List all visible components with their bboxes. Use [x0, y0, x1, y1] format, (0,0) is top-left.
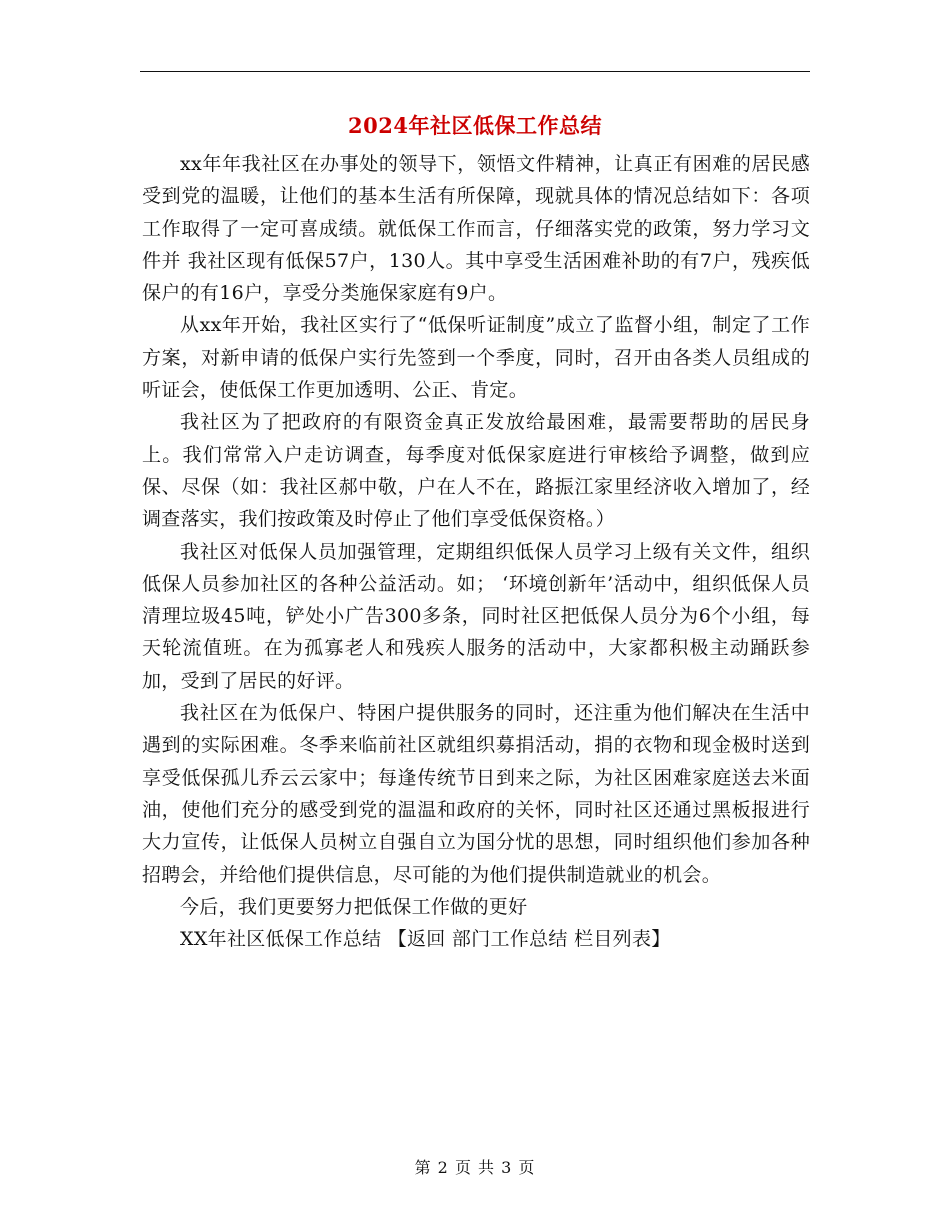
paragraph-management: 我社区对低保人员加强管理，定期组织低保人员学习上级有关文件，组织低保人员参加社区的各种公益活动。如； ‘环境创新年’活动中，组织低保人员清理垃圾45吨，铲处小广告300多条，同时社区把低保人员分为6个小组，每天轮流值班。在为孤寡老人和残疾人服务的活动中，大家都积极主动踊跃参加，受到了居民的好评。	[142, 540, 810, 692]
paragraph-fund-distribution: 我社区为了把政府的有限资金真正发放给最困难，最需要帮助的居民身上。我们常常入户走访调查，每季度对低保家庭进行审核给予调整，做到应保、尽保（如：我社区郝中敬，户在人不在，路振江家里经济收入增加了，经调查落实，我们按政策及时停止了他们享受低保资格。）	[142, 411, 810, 531]
paragraph-return-link: XX年社区低保工作总结 【返回 部门工作总结 栏目列表】	[180, 928, 671, 951]
document-title: 2024年社区低保工作总结	[348, 113, 602, 138]
header-rule	[140, 71, 810, 72]
paragraph-future: 今后，我们更要努力把低保工作做的更好	[180, 895, 528, 918]
paragraph-intro: xx年年我社区在办事处的领导下，领悟文件精神，让真正有困难的居民感受到党的温暖，让他们的基本生活有所保障，现就具体的情况总结如下：各项工作取得了一定可喜成绩。就低保工作而言，仔细落实党的政策，努力学习文件并 我社区现有低保57户，130人。其中享受生活困难补助的有7户，残疾低保户的有16户，享受分类施保家庭有9户。	[142, 153, 810, 305]
paragraph-hearing-system: 从xx年开始，我社区实行了“低保听证制度”成立了监督小组，制定了工作方案，对新申请的低保户实行先签到一个季度，同时，召开由各类人员组成的听证会，使低保工作更加透明、公正、肯定。	[142, 314, 810, 402]
page-number: 第 2 页 共 3 页	[414, 1158, 536, 1177]
paragraph-services: 我社区在为低保户、特困户提供服务的同时，还注重为他们解决在生活中遇到的实际困难。冬季来临前社区就组织募捐活动，捐的衣物和现金极时送到享受低保孤儿乔云云家中；每逢传统节日到来之际，为社区困难家庭送去米面油，使他们充分的感受到党的温温和政府的关怀，同时社区还通过黑板报进行大力宣传，让低保人员树立自强自立为国分忧的思想，同时组织他们参加各种招聘会，并给他们提供信息，尽可能的为他们提供制造就业的机会。	[142, 702, 810, 886]
document-body	[142, 148, 810, 955]
